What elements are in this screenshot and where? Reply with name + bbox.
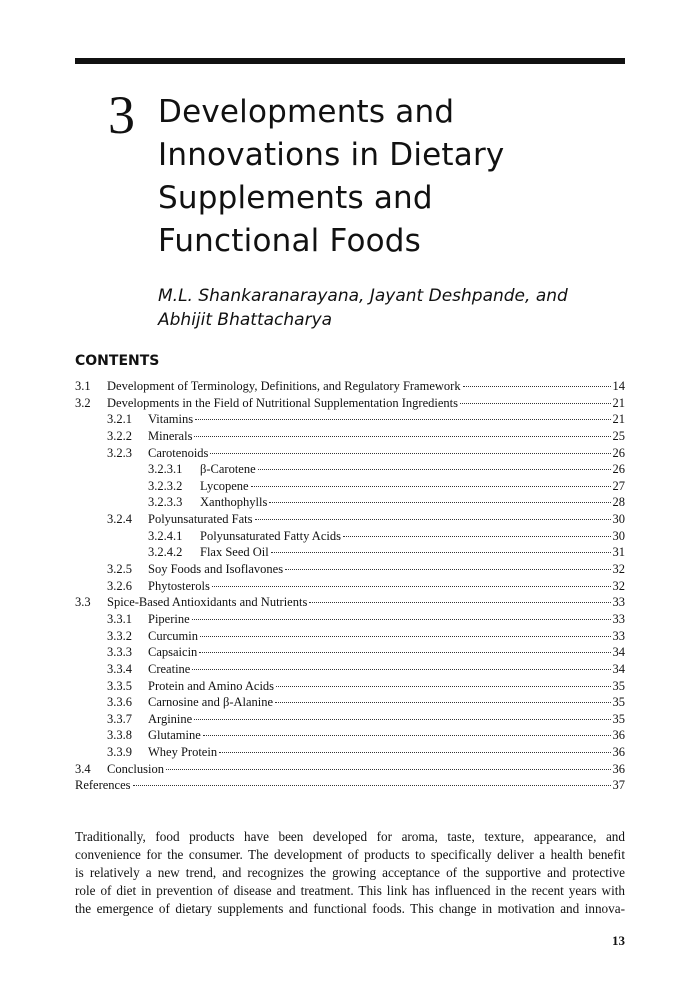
toc-entry-page: 30	[612, 528, 625, 543]
toc-entry-number: 3.3.5	[107, 678, 132, 693]
toc-entry-number: 3.2.4.1	[148, 528, 183, 543]
toc-entry-label: Phytosterols	[148, 578, 210, 593]
toc-entry-page: 21	[612, 395, 625, 410]
authors-line: M.L. Shankaranarayana, Jayant Deshpande, and	[158, 286, 568, 306]
body-line: the emergence of dietary supplements and functional foods. This change in motivation and innova-	[75, 900, 625, 916]
toc-entry-number: 3.2.6	[107, 578, 132, 593]
toc-entry-label: Whey Protein	[148, 745, 218, 760]
toc-leader-dots	[343, 536, 611, 537]
toc-entry-page: 34	[612, 645, 625, 660]
toc-entry-number: 3.2.3	[107, 445, 132, 460]
toc-entry-page: 25	[612, 428, 625, 443]
toc-leader-dots	[219, 752, 610, 753]
chapter-title-line: Developments and	[158, 94, 455, 130]
body-line: is relatively a new trend, and recognizes the growing acceptance of the supportive and protective	[75, 864, 625, 880]
table-of-contents	[75, 378, 625, 794]
toc-leader-dots	[200, 636, 611, 637]
toc-leader-dots	[309, 602, 610, 603]
toc-entry-page: 35	[612, 678, 625, 693]
toc-entry-page: 33	[612, 628, 625, 643]
toc-entry-number: 3.3.9	[107, 745, 132, 760]
body-line: Traditionally, food products have been developed for aroma, taste, texture, appearance, and	[75, 829, 625, 844]
chapter-title-line: Supplements and	[158, 180, 433, 216]
toc-entry-label: Carnosine and β-Alanine	[148, 695, 274, 710]
toc-leader-dots	[269, 502, 610, 503]
toc-entry-page: 35	[612, 711, 625, 726]
toc-entry-number: 3.2.3.3	[148, 495, 183, 510]
toc-leader-dots	[258, 469, 611, 470]
toc-entry[interactable]	[75, 744, 625, 761]
toc-entry-label: Arginine	[148, 711, 193, 726]
toc-entry-label: Developments in the Field of Nutritional Supplementation Ingredients	[107, 395, 458, 410]
toc-entry-label: Development of Terminology, Definitions, and Regulatory Framework	[107, 379, 461, 393]
body-line: role of diet in prevention of disease and treatment. This link has influenced in the recent years with	[75, 882, 625, 898]
chapter-number: 3	[108, 85, 135, 145]
toc-leader-dots	[192, 619, 611, 620]
chapter-title-line: Functional Foods	[158, 223, 422, 259]
toc-entry-page: 36	[612, 728, 625, 743]
toc-entry-number: 3.2.4	[107, 512, 132, 527]
toc-entry-number: 3.3.8	[107, 728, 132, 743]
toc-entry[interactable]	[75, 428, 625, 445]
toc-entry-number: 3.3.1	[107, 611, 132, 626]
toc-entry[interactable]	[75, 711, 625, 728]
toc-leader-dots	[210, 453, 610, 454]
toc-entry[interactable]	[75, 511, 625, 528]
body-line: convenience for the consumer. The development of products to specifically deliver a health benefit	[75, 846, 625, 862]
toc-leader-dots	[255, 519, 611, 520]
toc-entry-label: Piperine	[148, 611, 190, 626]
toc-entry[interactable]	[75, 777, 625, 794]
toc-leader-dots	[133, 785, 611, 786]
toc-entry[interactable]	[75, 478, 625, 495]
contents-heading: CONTENTS	[75, 353, 160, 369]
toc-entry-page: 33	[612, 611, 625, 626]
toc-entry-number: 3.3.6	[107, 695, 132, 710]
toc-leader-dots	[251, 486, 611, 487]
toc-entry-page: 33	[612, 595, 625, 610]
toc-entry-page: 36	[612, 761, 625, 776]
toc-entry-page: 26	[612, 462, 625, 477]
toc-leader-dots	[194, 436, 610, 437]
toc-entry-number: 3.4	[75, 761, 91, 776]
toc-entry-page: 34	[612, 661, 625, 676]
toc-entry-label: Minerals	[148, 428, 193, 443]
toc-entry-page: 26	[612, 445, 625, 460]
toc-entry-label: Carotenoids	[148, 445, 209, 460]
authors	[158, 284, 618, 332]
toc-entry[interactable]	[75, 694, 625, 711]
toc-entry[interactable]	[75, 461, 625, 478]
toc-leader-dots	[194, 719, 610, 720]
toc-entry-number: 3.2	[75, 395, 91, 410]
toc-entry-page: 14	[612, 379, 625, 393]
toc-entry-number: 3.3.7	[107, 711, 132, 726]
toc-entry[interactable]	[75, 445, 625, 462]
toc-entry[interactable]	[75, 544, 625, 561]
toc-entry-label: Protein and Amino Acids	[148, 678, 275, 693]
toc-leader-dots	[166, 769, 611, 770]
toc-entry-label: Xanthophylls	[200, 495, 268, 510]
toc-leader-dots	[192, 669, 610, 670]
toc-entry[interactable]	[75, 761, 625, 778]
toc-entry-number: 3.2.4.2	[148, 545, 183, 560]
toc-entry-label: Lycopene	[200, 478, 249, 493]
toc-entry-label: Capsaicin	[148, 645, 198, 660]
toc-entry-label: Vitamins	[148, 412, 194, 427]
toc-leader-dots	[212, 586, 611, 587]
toc-entry[interactable]	[75, 661, 625, 678]
toc-entry-label: Soy Foods and Isoflavones	[148, 562, 284, 577]
toc-leader-dots	[275, 702, 610, 703]
toc-entry-label: Conclusion	[107, 761, 164, 776]
toc-entry-number: 3.3.4	[107, 661, 132, 676]
toc-entry-label: Spice-Based Antioxidants and Nutrients	[107, 595, 308, 610]
toc-entry[interactable]	[75, 578, 625, 595]
toc-entry-number: 3.3	[75, 595, 91, 610]
toc-entry[interactable]	[75, 594, 625, 611]
toc-entry-number: 3.2.5	[107, 562, 132, 577]
toc-entry-page: 32	[612, 562, 625, 577]
toc-entry-number: 3.3.2	[107, 628, 132, 643]
toc-entry[interactable]	[75, 727, 625, 744]
toc-entry-number: 3.3.3	[107, 645, 132, 660]
toc-entry[interactable]	[75, 411, 625, 428]
toc-entry[interactable]	[75, 528, 625, 545]
toc-leader-dots	[460, 403, 611, 404]
toc-entry-number: 3.2.3.1	[148, 462, 183, 477]
toc-entry-label: Glutamine	[148, 728, 201, 743]
toc-entry-page: 36	[612, 745, 625, 760]
toc-leader-dots	[276, 686, 610, 687]
toc-entry-page: 37	[612, 778, 625, 793]
body-text	[75, 828, 625, 918]
toc-entry-page: 30	[612, 512, 625, 527]
toc-entry-number: 3.1	[75, 379, 91, 393]
toc-entry-label: Curcumin	[148, 628, 198, 643]
toc-leader-dots	[203, 735, 611, 736]
toc-leader-dots	[463, 386, 611, 387]
toc-entry-number: 3.2.1	[107, 412, 132, 427]
toc-entry-label: Flax Seed Oil	[200, 545, 269, 560]
toc-entry[interactable]	[75, 611, 625, 628]
top-rule	[75, 58, 625, 64]
chapter-title-line: Innovations in Dietary	[158, 137, 505, 173]
toc-entry-page: 32	[612, 578, 625, 593]
toc-entry-label: β-Carotene	[200, 462, 256, 477]
toc-entry[interactable]	[75, 628, 625, 645]
toc-leader-dots	[285, 569, 610, 570]
toc-entry[interactable]	[75, 378, 625, 395]
toc-entry-label: Polyunsaturated Fats	[148, 512, 253, 527]
toc-entry[interactable]	[75, 561, 625, 578]
toc-leader-dots	[199, 652, 610, 653]
toc-leader-dots	[271, 552, 611, 553]
toc-entry-page: 28	[612, 495, 625, 510]
toc-entry-page: 35	[612, 695, 625, 710]
toc-entry-label: Creatine	[148, 661, 191, 676]
toc-entry-number: 3.2.3.2	[148, 478, 183, 493]
page-number: 13	[612, 933, 625, 948]
toc-entry-label: Polyunsaturated Fatty Acids	[200, 528, 341, 543]
toc-entry[interactable]	[75, 494, 625, 511]
toc-entry-page: 21	[612, 412, 625, 427]
toc-entry[interactable]	[75, 644, 625, 661]
toc-entry-page: 31	[612, 545, 625, 560]
toc-entry[interactable]	[75, 678, 625, 695]
chapter-title	[158, 91, 618, 263]
toc-leader-dots	[195, 419, 610, 420]
toc-entry-number: 3.2.2	[107, 428, 132, 443]
toc-entry-page: 27	[612, 478, 625, 493]
toc-entry-label: References	[75, 778, 131, 793]
toc-entry[interactable]	[75, 395, 625, 412]
authors-line: Abhijit Bhattacharya	[158, 310, 333, 330]
